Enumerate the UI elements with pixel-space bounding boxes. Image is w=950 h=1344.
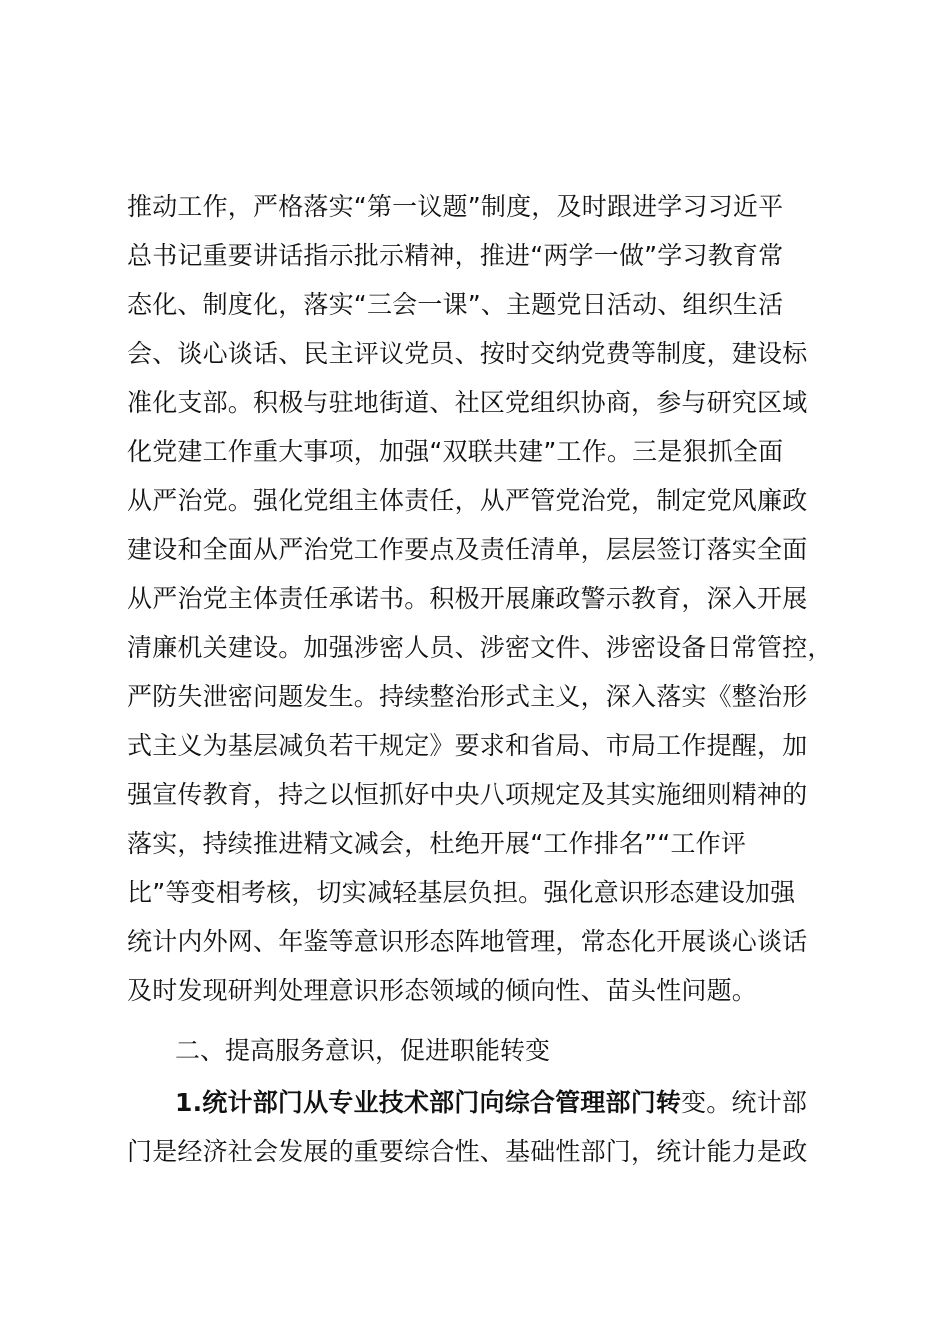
body-text-line: 推动工作，严格落实“第一议题”制度，及时跟进学习习近平 — [127, 192, 784, 221]
body-text-line: 严防失泄密问题发生。持续整治形式主义，深入落实《整治形 — [127, 682, 808, 711]
body-text-line: 化党建工作重大事项，加强“双联共建”工作。三是狠抓全面 — [127, 437, 784, 466]
body-text-line: 态化、制度化，落实“三会一课”、主题党日活动、组织生活 — [127, 290, 784, 319]
body-text-line: 门是经济社会发展的重要综合性、基础性部门，统计能力是政 — [127, 1137, 808, 1166]
body-text-line: 强宣传教育，持之以恒抓好中央八项规定及其实施细则精神的 — [127, 780, 808, 809]
body-text-line: 清廉机关建设。加强涉密人员、涉密文件、涉密设备日常管控， — [127, 633, 833, 662]
body-text-line: 及时发现研判处理意识形态领域的倾向性、苗头性问题。 — [127, 976, 758, 1005]
body-text-line: 从严治党主体责任承诺书。积极开展廉政警示教育，深入开展 — [127, 584, 808, 613]
body-text-line: 统计内外网、年鉴等意识形态阵地管理，常态化开展谈心谈话 — [127, 927, 808, 956]
section-heading: 二、提高服务意识，促进职能转变 — [175, 1036, 551, 1065]
body-text-line: 比”等变相考核，切实减轻基层负担。强化意识形态建设加强 — [127, 878, 796, 907]
body-text-line: 从严治党。强化党组主体责任，从严管党治党，制定党风廉政 — [127, 486, 808, 515]
body-text-line: 总书记重要讲话指示批示精神，推进“两学一做”学习教育常 — [127, 241, 784, 270]
body-text-line: 建设和全面从严治党工作要点及责任清单，层层签订落实全面 — [127, 535, 808, 564]
body-text-run: 变。统计部 — [681, 1088, 808, 1117]
body-text-line: 会、谈心谈话、民主评议党员、按时交纳党费等制度，建设标 — [127, 339, 808, 368]
body-text-line: 式主义为基层减负若干规定》要求和省局、市局工作提醒，加 — [127, 731, 808, 760]
body-text-line: 准化支部。积极与驻地街道、社区党组织协商，参与研究区域 — [127, 388, 808, 417]
body-text-line: 落实，持续推进精文减会，杜绝开展“工作排名”“工作评 — [127, 829, 747, 858]
body-text-line — [175, 1087, 855, 1119]
bold-lead-text: 1.统计部门从专业技术部门向综合管理部门转 — [175, 1088, 682, 1117]
